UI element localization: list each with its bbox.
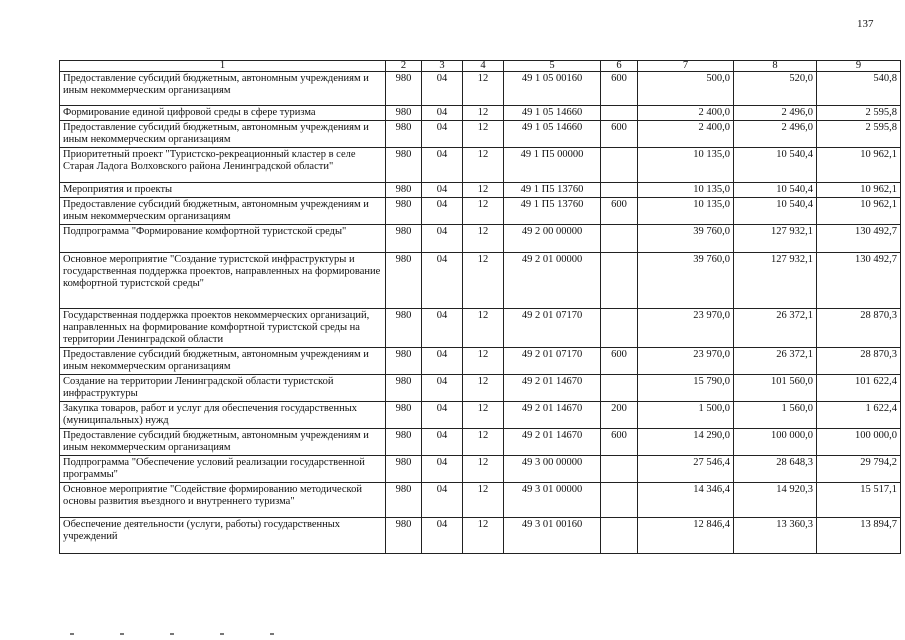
cell-col-7: 39 760,0 bbox=[638, 225, 734, 253]
cell-col-4: 12 bbox=[463, 253, 504, 309]
header-col-7: 7 bbox=[638, 61, 734, 72]
cell-col-2: 980 bbox=[386, 456, 422, 483]
item-name: Подпрограмма "Формирование комфортной туристской среды" bbox=[60, 225, 386, 253]
cell-col-3: 04 bbox=[422, 518, 463, 554]
cell-col-6: 600 bbox=[601, 121, 638, 148]
cell-col-6: 600 bbox=[601, 348, 638, 375]
cell-col-8: 127 932,1 bbox=[734, 225, 817, 253]
cell-col-2: 980 bbox=[386, 225, 422, 253]
cell-col-8: 10 540,4 bbox=[734, 183, 817, 198]
header-col-5: 5 bbox=[504, 61, 601, 72]
table-row bbox=[60, 309, 901, 348]
table-row bbox=[60, 121, 901, 148]
cell-col-3: 04 bbox=[422, 198, 463, 225]
cell-col-5: 49 2 00 00000 bbox=[504, 225, 601, 253]
cell-col-8: 13 360,3 bbox=[734, 518, 817, 554]
cell-col-7: 10 135,0 bbox=[638, 198, 734, 225]
table-row bbox=[60, 183, 901, 198]
cell-col-5: 49 1 П5 13760 bbox=[504, 198, 601, 225]
cell-col-4: 12 bbox=[463, 225, 504, 253]
header-col-8: 8 bbox=[734, 61, 817, 72]
cell-col-9: 28 870,3 bbox=[817, 348, 901, 375]
cell-col-4: 12 bbox=[463, 483, 504, 518]
item-name: Государственная поддержка проектов некоммерческих организаций, направленных на формирование комфортной туристской среды на территории Ленинградской области bbox=[60, 309, 386, 348]
table-row bbox=[60, 402, 901, 429]
cell-col-6 bbox=[601, 253, 638, 309]
item-name: Приоритетный проект "Туристско-рекреационный кластер в селе Старая Ладога Волховского района Ленинградской области" bbox=[60, 148, 386, 183]
cell-col-7: 500,0 bbox=[638, 72, 734, 106]
cell-col-8: 127 932,1 bbox=[734, 253, 817, 309]
cell-col-8: 2 496,0 bbox=[734, 121, 817, 148]
cell-col-4: 12 bbox=[463, 348, 504, 375]
cell-col-8: 26 372,1 bbox=[734, 309, 817, 348]
cell-col-2: 980 bbox=[386, 518, 422, 554]
cell-col-5: 49 2 01 07170 bbox=[504, 348, 601, 375]
cell-col-7: 10 135,0 bbox=[638, 148, 734, 183]
cell-col-8: 26 372,1 bbox=[734, 348, 817, 375]
cell-col-4: 12 bbox=[463, 72, 504, 106]
cell-col-6 bbox=[601, 309, 638, 348]
item-name: Предоставление субсидий бюджетным, автономным учреждениям и иным некоммерческим организациям bbox=[60, 348, 386, 375]
cell-col-7: 2 400,0 bbox=[638, 106, 734, 121]
cell-col-2: 980 bbox=[386, 183, 422, 198]
table-row bbox=[60, 198, 901, 225]
cell-col-5: 49 1 05 14660 bbox=[504, 106, 601, 121]
cell-col-5: 49 1 05 00160 bbox=[504, 72, 601, 106]
table-row bbox=[60, 106, 901, 121]
item-name: Предоставление субсидий бюджетным, автономным учреждениям и иным некоммерческим организациям bbox=[60, 121, 386, 148]
cell-col-5: 49 1 05 14660 bbox=[504, 121, 601, 148]
header-col-4: 4 bbox=[463, 61, 504, 72]
cell-col-7: 1 500,0 bbox=[638, 402, 734, 429]
cell-col-9: 10 962,1 bbox=[817, 183, 901, 198]
table-header-row bbox=[60, 61, 901, 72]
table-row bbox=[60, 429, 901, 456]
cell-col-4: 12 bbox=[463, 518, 504, 554]
cell-col-2: 980 bbox=[386, 402, 422, 429]
item-name: Мероприятия и проекты bbox=[60, 183, 386, 198]
item-name: Обеспечение деятельности (услуги, работы) государственных учреждений bbox=[60, 518, 386, 554]
cell-col-6 bbox=[601, 375, 638, 402]
cell-col-4: 12 bbox=[463, 183, 504, 198]
cell-col-7: 15 790,0 bbox=[638, 375, 734, 402]
cell-col-7: 10 135,0 bbox=[638, 183, 734, 198]
table-row bbox=[60, 483, 901, 518]
item-name: Предоставление субсидий бюджетным, автономным учреждениям и иным некоммерческим организациям bbox=[60, 72, 386, 106]
cell-col-8: 10 540,4 bbox=[734, 198, 817, 225]
cell-col-6: 600 bbox=[601, 198, 638, 225]
cell-col-3: 04 bbox=[422, 456, 463, 483]
cell-col-6 bbox=[601, 183, 638, 198]
cell-col-5: 49 3 01 00160 bbox=[504, 518, 601, 554]
item-name: Основное мероприятие "Содействие формированию методической основы развития въездного и внутреннего туризма" bbox=[60, 483, 386, 518]
cell-col-5: 49 3 00 00000 bbox=[504, 456, 601, 483]
header-col-1: 1 bbox=[60, 61, 386, 72]
scan-edge-marks bbox=[0, 628, 905, 640]
cell-col-3: 04 bbox=[422, 183, 463, 198]
header-col-3: 3 bbox=[422, 61, 463, 72]
cell-col-2: 980 bbox=[386, 348, 422, 375]
cell-col-8: 28 648,3 bbox=[734, 456, 817, 483]
cell-col-3: 04 bbox=[422, 375, 463, 402]
cell-col-9: 2 595,8 bbox=[817, 106, 901, 121]
cell-col-2: 980 bbox=[386, 72, 422, 106]
cell-col-5: 49 2 01 14670 bbox=[504, 402, 601, 429]
cell-col-6 bbox=[601, 225, 638, 253]
header-col-2: 2 bbox=[386, 61, 422, 72]
cell-col-8: 1 560,0 bbox=[734, 402, 817, 429]
cell-col-6: 600 bbox=[601, 429, 638, 456]
cell-col-5: 49 2 01 14670 bbox=[504, 375, 601, 402]
cell-col-5: 49 1 П5 00000 bbox=[504, 148, 601, 183]
cell-col-8: 520,0 bbox=[734, 72, 817, 106]
table-row bbox=[60, 148, 901, 183]
cell-col-4: 12 bbox=[463, 429, 504, 456]
cell-col-9: 540,8 bbox=[817, 72, 901, 106]
cell-col-8: 14 920,3 bbox=[734, 483, 817, 518]
cell-col-3: 04 bbox=[422, 429, 463, 456]
cell-col-7: 12 846,4 bbox=[638, 518, 734, 554]
cell-col-2: 980 bbox=[386, 148, 422, 183]
cell-col-3: 04 bbox=[422, 483, 463, 518]
cell-col-9: 10 962,1 bbox=[817, 198, 901, 225]
cell-col-8: 10 540,4 bbox=[734, 148, 817, 183]
cell-col-3: 04 bbox=[422, 309, 463, 348]
cell-col-8: 2 496,0 bbox=[734, 106, 817, 121]
table-row bbox=[60, 72, 901, 106]
cell-col-4: 12 bbox=[463, 456, 504, 483]
cell-col-8: 100 000,0 bbox=[734, 429, 817, 456]
header-col-6: 6 bbox=[601, 61, 638, 72]
cell-col-3: 04 bbox=[422, 348, 463, 375]
cell-col-3: 04 bbox=[422, 106, 463, 121]
cell-col-9: 15 517,1 bbox=[817, 483, 901, 518]
cell-col-3: 04 bbox=[422, 253, 463, 309]
table-row bbox=[60, 253, 901, 309]
table-row bbox=[60, 518, 901, 554]
cell-col-6 bbox=[601, 518, 638, 554]
cell-col-2: 980 bbox=[386, 429, 422, 456]
cell-col-6: 200 bbox=[601, 402, 638, 429]
cell-col-9: 29 794,2 bbox=[817, 456, 901, 483]
cell-col-9: 100 000,0 bbox=[817, 429, 901, 456]
cell-col-3: 04 bbox=[422, 402, 463, 429]
item-name: Закупка товаров, работ и услуг для обеспечения государственных (муниципальных) нужд bbox=[60, 402, 386, 429]
cell-col-6 bbox=[601, 106, 638, 121]
cell-col-7: 39 760,0 bbox=[638, 253, 734, 309]
cell-col-9: 10 962,1 bbox=[817, 148, 901, 183]
cell-col-4: 12 bbox=[463, 309, 504, 348]
cell-col-2: 980 bbox=[386, 106, 422, 121]
cell-col-6: 600 bbox=[601, 72, 638, 106]
budget-table bbox=[59, 60, 901, 554]
cell-col-5: 49 2 01 07170 bbox=[504, 309, 601, 348]
cell-col-7: 27 546,4 bbox=[638, 456, 734, 483]
cell-col-2: 980 bbox=[386, 253, 422, 309]
cell-col-2: 980 bbox=[386, 309, 422, 348]
cell-col-4: 12 bbox=[463, 148, 504, 183]
cell-col-4: 12 bbox=[463, 402, 504, 429]
cell-col-7: 23 970,0 bbox=[638, 309, 734, 348]
page-number: 137 bbox=[857, 18, 874, 30]
item-name: Формирование единой цифровой среды в сфере туризма bbox=[60, 106, 386, 121]
item-name: Предоставление субсидий бюджетным, автономным учреждениям и иным некоммерческим организациям bbox=[60, 429, 386, 456]
item-name: Основное мероприятие "Создание туристской инфраструктуры и государственная поддержка проектов, направленных на формирование комфортной туристской среды" bbox=[60, 253, 386, 309]
cell-col-3: 04 bbox=[422, 148, 463, 183]
item-name: Подпрограмма "Обеспечение условий реализации государственной программы" bbox=[60, 456, 386, 483]
cell-col-4: 12 bbox=[463, 198, 504, 225]
header-col-9: 9 bbox=[817, 61, 901, 72]
cell-col-5: 49 3 01 00000 bbox=[504, 483, 601, 518]
cell-col-2: 980 bbox=[386, 375, 422, 402]
cell-col-6 bbox=[601, 456, 638, 483]
cell-col-7: 23 970,0 bbox=[638, 348, 734, 375]
table-row bbox=[60, 456, 901, 483]
table-row bbox=[60, 375, 901, 402]
item-name: Создание на территории Ленинградской области туристской инфраструктуры bbox=[60, 375, 386, 402]
cell-col-4: 12 bbox=[463, 121, 504, 148]
item-name: Предоставление субсидий бюджетным, автономным учреждениям и иным некоммерческим организациям bbox=[60, 198, 386, 225]
cell-col-9: 130 492,7 bbox=[817, 253, 901, 309]
cell-col-9: 1 622,4 bbox=[817, 402, 901, 429]
cell-col-2: 980 bbox=[386, 198, 422, 225]
cell-col-2: 980 bbox=[386, 483, 422, 518]
cell-col-4: 12 bbox=[463, 106, 504, 121]
cell-col-9: 28 870,3 bbox=[817, 309, 901, 348]
cell-col-8: 101 560,0 bbox=[734, 375, 817, 402]
cell-col-9: 101 622,4 bbox=[817, 375, 901, 402]
cell-col-2: 980 bbox=[386, 121, 422, 148]
cell-col-3: 04 bbox=[422, 121, 463, 148]
cell-col-6 bbox=[601, 483, 638, 518]
cell-col-9: 13 894,7 bbox=[817, 518, 901, 554]
cell-col-3: 04 bbox=[422, 72, 463, 106]
cell-col-7: 2 400,0 bbox=[638, 121, 734, 148]
cell-col-7: 14 290,0 bbox=[638, 429, 734, 456]
cell-col-5: 49 2 01 14670 bbox=[504, 429, 601, 456]
table-row bbox=[60, 225, 901, 253]
cell-col-5: 49 2 01 00000 bbox=[504, 253, 601, 309]
cell-col-7: 14 346,4 bbox=[638, 483, 734, 518]
cell-col-6 bbox=[601, 148, 638, 183]
cell-col-4: 12 bbox=[463, 375, 504, 402]
cell-col-5: 49 1 П5 13760 bbox=[504, 183, 601, 198]
cell-col-3: 04 bbox=[422, 225, 463, 253]
table-row bbox=[60, 348, 901, 375]
cell-col-9: 130 492,7 bbox=[817, 225, 901, 253]
cell-col-9: 2 595,8 bbox=[817, 121, 901, 148]
